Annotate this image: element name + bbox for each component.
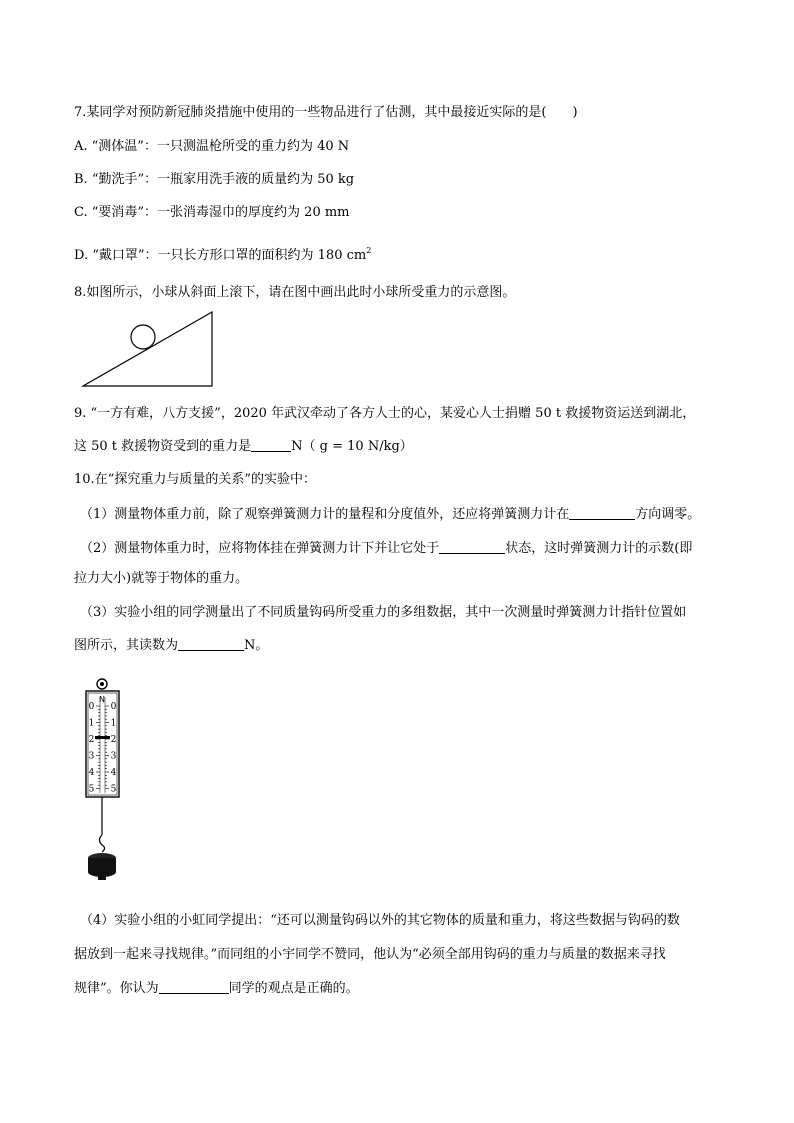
q10-part3-blank[interactable] — [178, 636, 244, 651]
q10-part2-pre: （2）测量物体重力时，应将物体挂在弹簧测力计下并让它处于 — [80, 541, 440, 556]
q10-part4-pre: 规律”。你认为 — [74, 981, 159, 996]
q7-option-b: B. “勤洗手”：一瓶家用洗手液的质量约为 50 kg — [74, 172, 355, 187]
q9-line2-post: N（ g = 10 N/kg） — [291, 439, 413, 454]
q10-part2-blank[interactable] — [439, 539, 505, 554]
q10-part3-pre: 图所示，其读数为 — [74, 638, 179, 653]
q10-part1-post: 方向调零。 — [635, 507, 701, 522]
q10-part4-line2: 据放到一起来寻找规律。”而同组的小宇同学不赞同，他认为“必须全部用钩码的重力与质量的数据来寻找 — [74, 947, 666, 962]
q10-part4-blank[interactable] — [159, 979, 229, 994]
scale-right-label: 0 — [110, 702, 117, 712]
scale-left-label: 5 — [88, 784, 95, 795]
scale-right-label: 2 — [110, 735, 117, 745]
q9-line1: 9. “一方有难，八方支援”，2020 年武汉牵动了各方人士的心，某爱心人士捐赠 50 t 救援物资运送到湖北， — [74, 406, 696, 421]
q9-answer-blank[interactable] — [251, 437, 291, 452]
scale-left-label: 4 — [88, 768, 95, 778]
q7-option-c: C. “要消毒”：一张消毒湿巾的厚度约为 20 mm — [74, 205, 350, 220]
q10-part2 — [80, 539, 692, 558]
q7-option-d-superscript: 2 — [366, 246, 372, 255]
incline-diagram — [80, 308, 220, 390]
ball — [131, 325, 155, 349]
q10-part4-post: 同学的观点是正确的。 — [228, 981, 359, 996]
q10-part3-post: N。 — [244, 638, 269, 653]
q10-part1-blank[interactable] — [569, 505, 635, 520]
scale-right-label: 3 — [110, 751, 117, 762]
q10-part3-line1: （3）实验小组的同学测量出了不同质量钩码所受重力的多组数据，其中一次测量时弹簧测力计指针位置如 — [80, 605, 687, 620]
q10-part1-pre: （1）测量物体重力前，除了观察弹簧测力计的量程和分度值外，还应将弹簧测力计在 — [80, 507, 570, 522]
incline-triangle — [83, 312, 212, 386]
q7-option-d — [74, 242, 371, 265]
q10-stem: 10.在“探究重力与质量的关系”的实验中： — [74, 472, 316, 487]
q10-part2-line2: 拉力大小)就等于物体的重力。 — [74, 571, 249, 586]
q10-part2-post: 状态，这时弹簧测力计的示数(即 — [505, 541, 693, 556]
q10-part1 — [80, 505, 700, 524]
scale-right-label: 4 — [110, 768, 117, 778]
spring-scale-figure — [80, 675, 130, 890]
scale-left-label: 1 — [88, 718, 95, 729]
q9-line2-pre: 这 50 t 救援物资受到的重力是 — [74, 439, 252, 454]
q10-part4-line3 — [74, 979, 359, 998]
scale-left-label: 3 — [88, 751, 95, 762]
q7-stem: 7.某同学对预防新冠肺炎措施中使用的一些物品进行了估测，其中最接近实际的是( ) — [74, 105, 578, 120]
q7-option-a: A. “测体温”：一只测温枪所受的重力约为 40 N — [74, 139, 350, 154]
scale-right-label: 5 — [110, 784, 117, 795]
pointer — [95, 736, 110, 739]
scale-right-label: 1 — [110, 718, 117, 729]
q7-option-d-text: D. “戴口罩”：一只长方形口罩的面积约为 180 cm — [74, 248, 367, 263]
scale-left-label: 2 — [88, 735, 95, 745]
q10-part3-line2 — [74, 636, 268, 655]
q10-part4-line1: （4）实验小组的小虹同学提出：“还可以测量钩码以外的其它物体的质量和重力，将这些数据与钩码的数 — [80, 913, 680, 928]
unit-label: N — [99, 695, 105, 704]
q9-line2 — [74, 437, 413, 456]
q8-stem: 8.如图所示，小球从斜面上滚下，请在图中画出此时小球所受重力的示意图。 — [74, 285, 516, 300]
scale-left-label: 0 — [88, 702, 95, 712]
